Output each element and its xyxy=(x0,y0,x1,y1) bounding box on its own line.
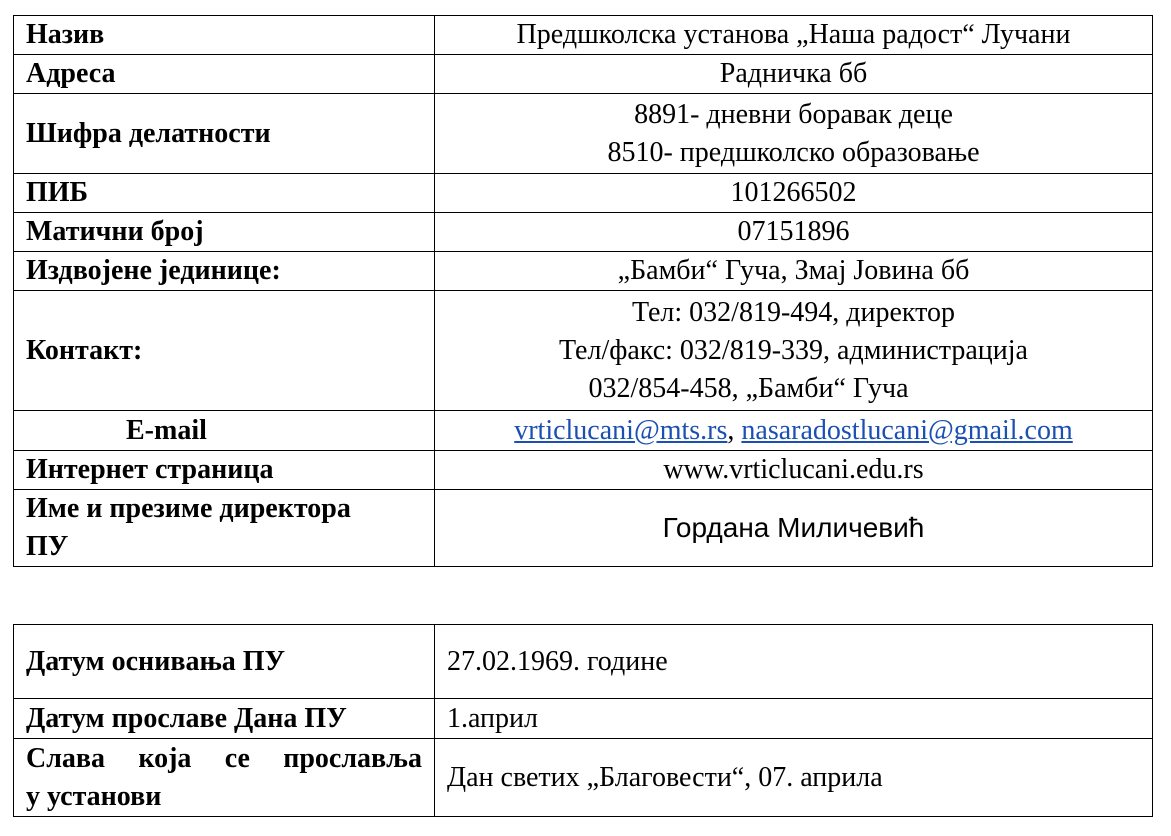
row-label-email: E-mail xyxy=(14,411,435,451)
table-row xyxy=(14,411,1153,451)
director-label-line: Име и презиме директора xyxy=(26,493,351,524)
row-value-activity-code xyxy=(435,94,1153,174)
table-row xyxy=(14,739,1153,817)
row-value-branch-units: „Бамби“ Гуча, Змај Јовина бб xyxy=(435,252,1153,291)
row-label-day-celebration: Датум прославе Дана ПУ xyxy=(14,699,435,739)
patron-label-line: Слава која се прославља xyxy=(26,742,422,774)
table-row xyxy=(14,16,1153,55)
row-label-contact: Контакт: xyxy=(14,291,435,411)
patron-label-line: у установи xyxy=(26,780,162,812)
row-value-address: Радничка бб xyxy=(435,55,1153,94)
table-row xyxy=(14,699,1153,739)
activity-code-line: 8510- предшколско образовање xyxy=(607,136,980,168)
email-separator: , xyxy=(727,414,742,446)
table-row xyxy=(14,55,1153,94)
row-value-patron-saint: Дан светих „Благовести“, 07. априла xyxy=(435,739,1153,817)
contact-line: Тел: 032/819-494, директор xyxy=(631,296,956,328)
row-label-director xyxy=(14,490,435,567)
activity-code-line: 8891- дневни боравак деце xyxy=(634,98,953,130)
table-row xyxy=(14,291,1153,411)
table-row xyxy=(14,213,1153,252)
email-link-mts[interactable]: vrticlucani@mts.rs xyxy=(514,414,728,446)
table-row xyxy=(14,490,1153,567)
table-row xyxy=(14,252,1153,291)
row-label-address: Адреса xyxy=(14,55,435,94)
row-label-patron-saint xyxy=(14,739,435,817)
row-value-contact xyxy=(435,291,1153,411)
row-label-website: Интернет страница xyxy=(14,451,435,490)
row-label-branch-units: Издвојене јединице: xyxy=(14,252,435,291)
table-row xyxy=(14,94,1153,174)
row-value-founding-date: 27.02.1969. године xyxy=(435,625,1153,699)
director-label-line: ПУ xyxy=(26,531,69,562)
row-value-day-celebration: 1.април xyxy=(435,699,1153,739)
contact-line: Тел/факс: 032/819-339, администрација xyxy=(559,334,1028,366)
row-value-registration-number: 07151896 xyxy=(435,213,1153,252)
row-label-founding-date: Датум оснивања ПУ xyxy=(14,625,435,699)
email-link-gmail[interactable]: nasaradostlucani@gmail.com xyxy=(741,414,1073,446)
contact-line: 032/854-458, „Бамби“ Гуча xyxy=(588,372,909,404)
row-label-name: Назив xyxy=(14,16,435,55)
row-value-name: Предшколска установа „Наша радост“ Лучани xyxy=(435,16,1153,55)
row-value-director: Гордана Миличевић xyxy=(435,490,1153,567)
row-value-email xyxy=(435,411,1153,451)
institution-info-table xyxy=(13,15,1153,567)
table-row xyxy=(14,625,1153,699)
row-value-pib: 101266502 xyxy=(435,174,1153,213)
institution-dates-table xyxy=(13,624,1153,817)
row-value-website: www.vrticlucani.edu.rs xyxy=(435,451,1153,490)
row-label-pib: ПИБ xyxy=(14,174,435,213)
row-label-registration-number: Матични број xyxy=(14,213,435,252)
row-label-activity-code: Шифра делатности xyxy=(14,94,435,174)
table-row xyxy=(14,451,1153,490)
table-row xyxy=(14,174,1153,213)
